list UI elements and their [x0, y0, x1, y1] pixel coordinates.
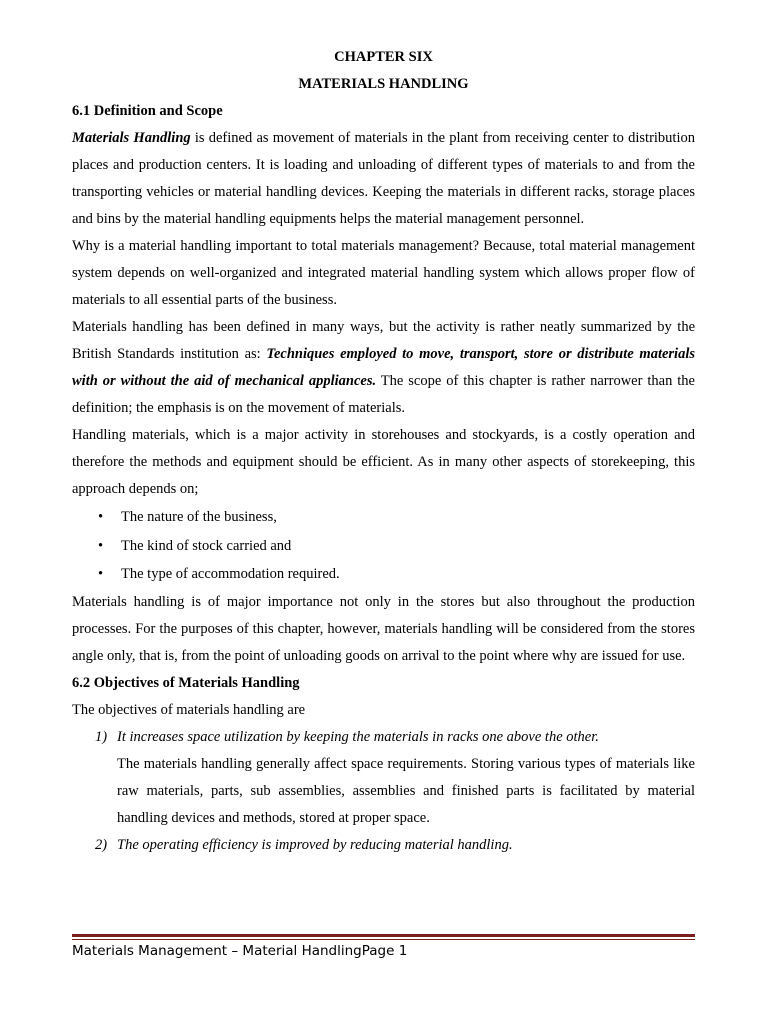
list-item	[72, 532, 695, 561]
list-item-text: The nature of the business,	[121, 509, 277, 525]
objectives-list	[72, 724, 695, 859]
term-materials-handling: Materials Handling	[72, 130, 191, 146]
bullet-icon: •	[98, 566, 104, 582]
bsi-scope-text: The scope of this chapter is rather narrower than the definition; the emphasis is on the movement of materials.	[72, 373, 695, 416]
definition-text: is defined as movement of materials in the plant from receiving center to distribution places and production centers. It is loading and unloading of different types of materials to and from the transporting vehicles or material handling devices. Keeping the materials in different racks, storage places and bins by the material handling equipments helps the material management personnel.	[72, 130, 695, 227]
paragraph-why-important: Why is a material handling important to total materials management? Because, total material management system depends on well-organized and integrated material handling system which allows proper flow of materials to all essential parts of the business.	[72, 238, 695, 308]
objective-title: It increases space utilization by keeping the materials in racks one above the other.	[117, 728, 599, 745]
objective-item	[72, 832, 695, 859]
objective-title: The operating efficiency is improved by reducing material handling.	[117, 836, 513, 853]
bullet-icon: •	[98, 509, 104, 525]
objective-body: The materials handling generally affect space requirements. Storing various types of materials like raw materials, parts, sub assemblies, assemblies and finished parts is facilitated by material handling devices and methods, stored at proper space.	[117, 755, 695, 826]
paragraph-handling-costly: Handling materials, which is a major activity in storehouses and stockyards, is a costly operation and therefore the methods and equipment should be efficient. As in many other aspects of storekeeping, this approach depends on;	[72, 427, 695, 497]
bsi-intro-text: Materials handling has been defined in many ways, but the activity is rather neatly summarized by the British Standards institution as:	[72, 319, 695, 362]
objective-item	[72, 724, 695, 832]
paragraph-bsi-definition	[72, 314, 695, 422]
objectives-intro: The objectives of materials handling are	[72, 701, 306, 718]
document-page	[72, 44, 695, 859]
list-item	[72, 503, 695, 532]
objective-number: 1)	[95, 728, 108, 745]
list-item	[72, 560, 695, 589]
footer-divider	[72, 934, 695, 940]
page-footer: Materials Management – Material HandlingPage 1	[72, 943, 408, 959]
list-item-text: The type of accommodation required.	[121, 566, 340, 582]
section-title-6-2: 6.2 Objectives of Materials Handling	[72, 674, 300, 691]
chapter-title: MATERIALS HANDLING	[298, 76, 469, 92]
chapter-number: CHAPTER SIX	[334, 49, 433, 65]
list-item-text: The kind of stock carried and	[121, 537, 292, 554]
section-title-6-1: 6.1 Definition and Scope	[72, 103, 223, 119]
objective-number: 2)	[95, 836, 108, 853]
paragraph-importance: Materials handling is of major importance not only in the stores but also throughout the production processes. For the purposes of this chapter, however, materials handling will be considered from the stores angle only, that is, from the point of unloading goods on arrival to the point where why are issued for use.	[72, 593, 695, 664]
bullet-icon: •	[98, 537, 104, 554]
bsi-quote: Techniques employed to move, transport, store or distribute materials with or without the aid of mechanical appliances.	[72, 346, 695, 389]
paragraph-definition	[72, 125, 695, 233]
dependency-list	[72, 503, 695, 589]
